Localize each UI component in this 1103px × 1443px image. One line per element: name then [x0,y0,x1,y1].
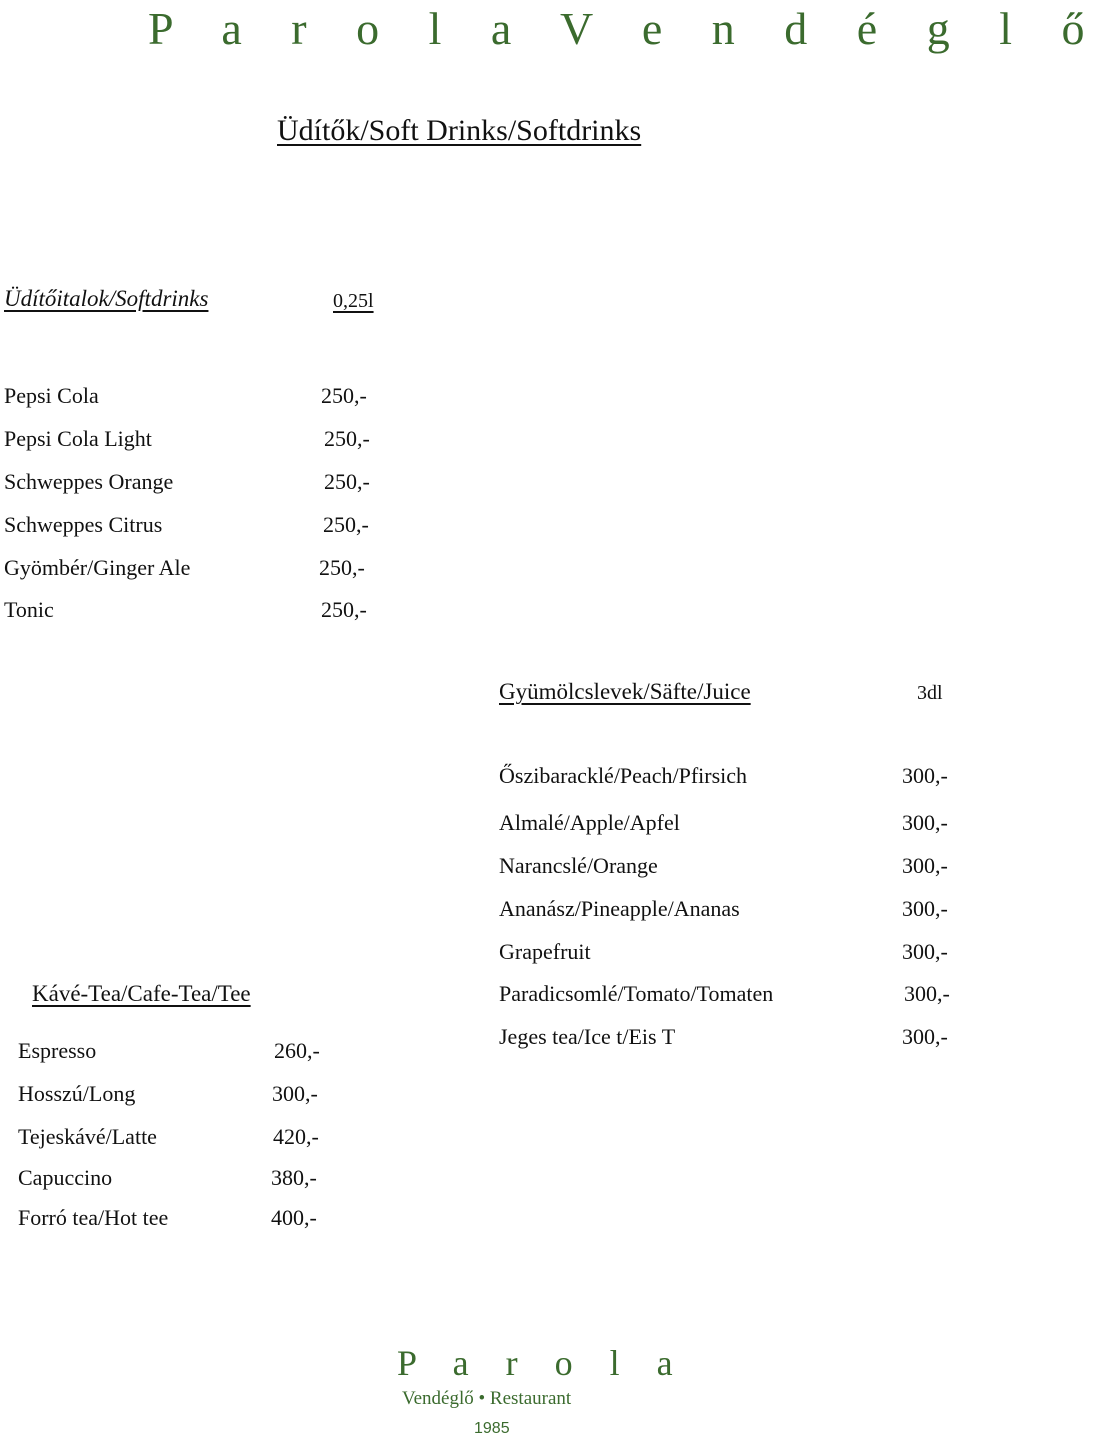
item-price: 300,- [902,810,948,835]
list-item: Pepsi Cola [4,383,99,408]
item-price: 250,- [324,426,370,451]
item-price: 300,- [902,939,948,964]
list-item: Pepsi Cola Light [4,426,152,451]
list-item: Tonic [4,597,54,622]
item-price: 250,- [319,555,365,580]
footer-subtitle: Vendéglő • Restaurant [402,1388,572,1409]
softdrinks-title: Üdítőitalok/Softdrinks [4,286,209,311]
footer-brand: P a r o l a [397,1343,687,1383]
item-price: 250,- [324,469,370,494]
item-price: 300,- [902,853,948,878]
softdrinks-unit: 0,25l [333,290,374,312]
restaurant-brand: P a r o l a V e n d é g l ő [148,3,1103,54]
list-item: Forró tea/Hot tee [18,1205,169,1230]
list-item: Hosszú/Long [18,1081,136,1106]
list-item: Espresso [18,1038,97,1063]
item-price: 250,- [323,512,369,537]
item-price: 400,- [271,1205,317,1230]
footer-year: 1985 [474,1420,510,1437]
list-item: Grapefruit [499,939,591,964]
list-item: Almalé/Apple/Apfel [499,810,680,835]
list-item: Capuccino [18,1165,113,1190]
list-item: Schweppes Orange [4,469,174,494]
item-price: 260,- [274,1038,320,1063]
juice-unit: 3dl [917,682,943,704]
item-price: 300,- [904,981,950,1006]
list-item: Schweppes Citrus [4,512,163,537]
item-price: 300,- [902,1024,948,1049]
page-title: Üdítők/Soft Drinks/Softdrinks [277,114,642,147]
list-item: Paradicsomlé/Tomato/Tomaten [499,981,774,1006]
list-item: Tejeskávé/Latte [18,1124,157,1149]
item-price: 300,- [902,763,948,788]
item-price: 250,- [321,597,367,622]
coffee-tea-title: Kávé-Tea/Cafe-Tea/Tee [32,981,251,1006]
item-price: 380,- [271,1165,317,1190]
item-price: 300,- [272,1081,318,1106]
list-item: Jeges tea/Ice t/Eis T [499,1024,676,1049]
item-price: 420,- [273,1124,319,1149]
item-price: 300,- [902,896,948,921]
list-item: Narancslé/Orange [499,853,658,878]
item-price: 250,- [321,383,367,408]
list-item: Őszibaracklé/Peach/Pfirsich [499,763,748,788]
list-item: Gyömbér/Ginger Ale [4,555,191,580]
juice-title: Gyümölcslevek/Säfte/Juice [499,679,751,704]
list-item: Ananász/Pineapple/Ananas [499,896,740,921]
